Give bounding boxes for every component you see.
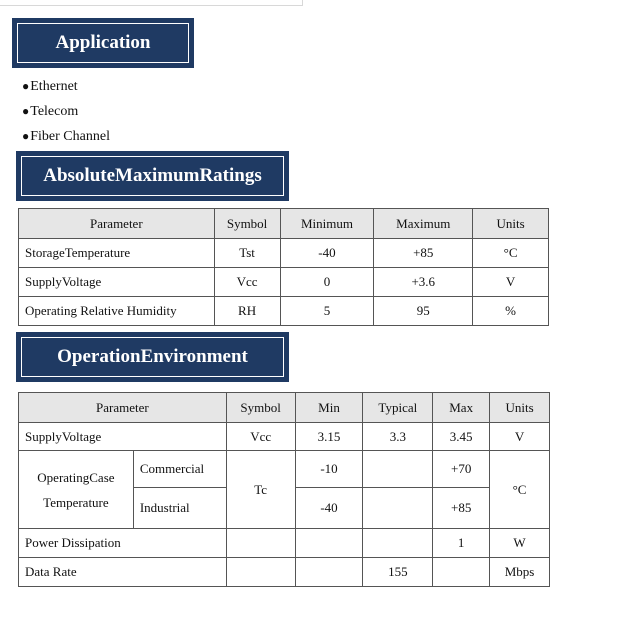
list-item: ● Fiber Channel [22, 128, 110, 144]
top-divider [0, 0, 303, 6]
bullet-icon: ● [22, 79, 30, 93]
case-temp-label: OperatingCase Temperature [19, 451, 134, 529]
table-row: Operating Relative Humidity RH 5 95 % [19, 297, 549, 326]
abs-max-table [18, 208, 549, 326]
header-parameter: Parameter [19, 209, 215, 239]
table-header-row [19, 393, 550, 423]
table-row: Power Dissipation 1 W [19, 529, 550, 558]
table-row: SupplyVoltage Vcc 3.15 3.3 3.45 V [19, 423, 550, 451]
bullet-icon: ● [22, 104, 30, 118]
header-max: Max [433, 393, 490, 423]
header-minimum: Minimum [280, 209, 374, 239]
table-row: StorageTemperature Tst -40 +85 °C [19, 239, 549, 268]
list-item: ● Ethernet [22, 78, 78, 94]
table-row: OperatingCase Temperature Commercial Tc -10 +70 °C [19, 451, 550, 488]
op-env-title: OperationEnvironment [21, 337, 284, 377]
bullet-icon: ● [22, 129, 30, 143]
header-symbol: Symbol [226, 393, 295, 423]
abs-max-title: AbsoluteMaximumRatings [21, 156, 284, 196]
header-units: Units [473, 209, 549, 239]
header-symbol: Symbol [214, 209, 280, 239]
header-typical: Typical [363, 393, 433, 423]
table-row: SupplyVoltage Vcc 0 +3.6 V [19, 268, 549, 297]
table-row: Data Rate 155 Mbps [19, 558, 550, 587]
table-row: Industrial -40 +85 [19, 488, 550, 529]
op-env-table [18, 392, 550, 587]
list-item: ● Telecom [22, 103, 79, 119]
application-title: Application [17, 23, 189, 63]
application-banner [12, 18, 194, 68]
abs-max-banner [16, 151, 289, 201]
table-header-row [19, 209, 549, 239]
header-units: Units [490, 393, 550, 423]
header-maximum: Maximum [374, 209, 473, 239]
application-list [22, 74, 110, 149]
op-env-banner [16, 332, 289, 382]
header-min: Min [295, 393, 363, 423]
header-parameter: Parameter [19, 393, 227, 423]
